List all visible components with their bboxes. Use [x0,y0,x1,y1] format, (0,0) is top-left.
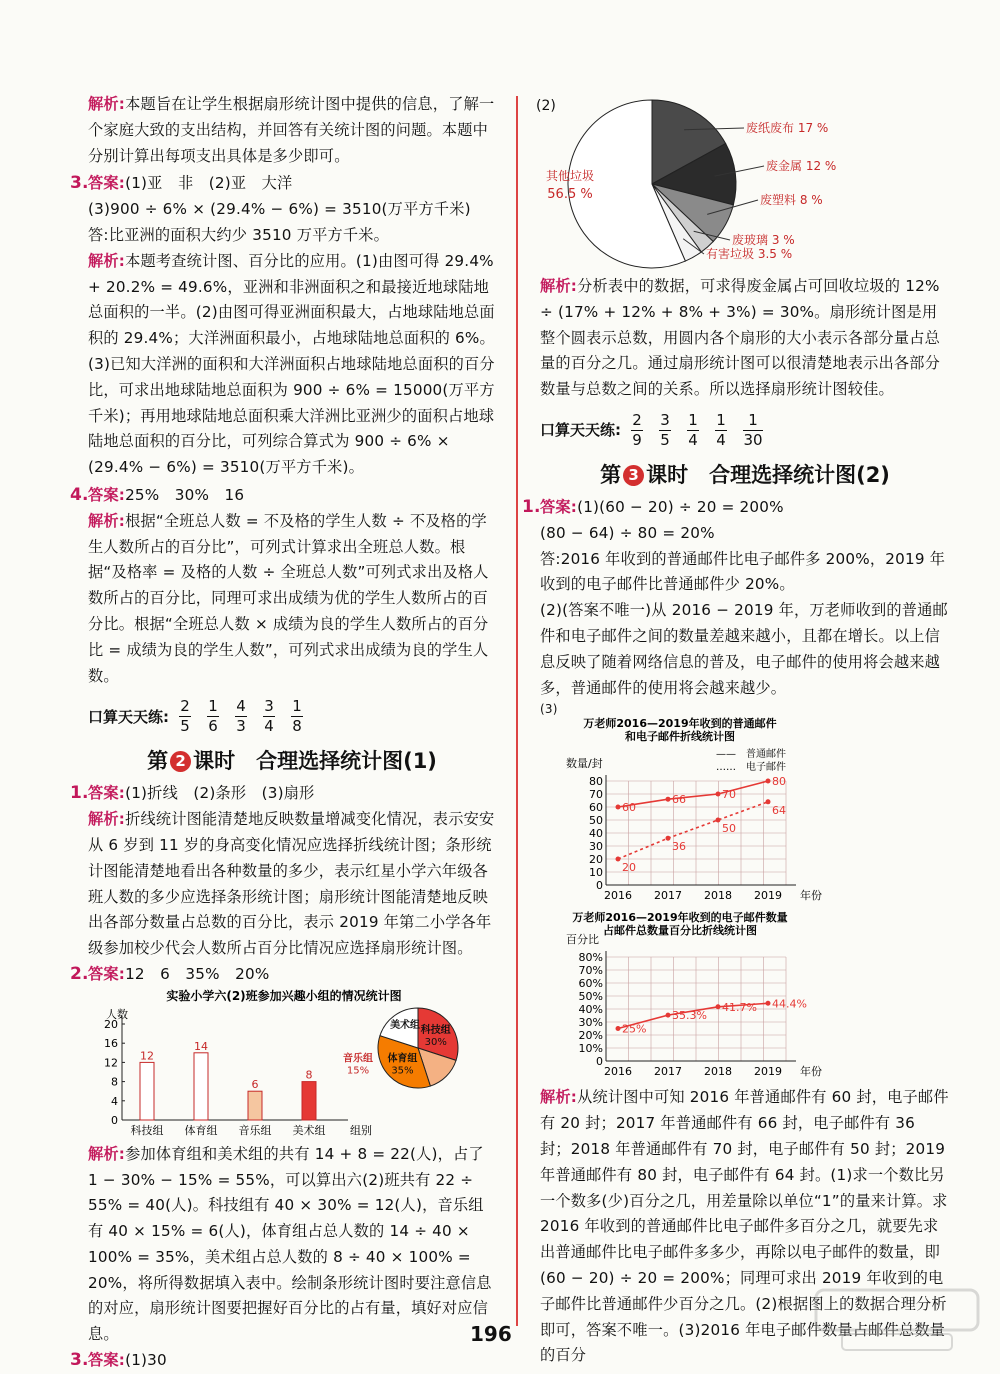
x-tick-label: 2016 [604,1065,632,1079]
data-point [716,818,721,823]
numerator: 2 [180,697,190,716]
denominator: 4 [264,717,274,736]
chart-title: 万老师2016—2019年收到的电子邮件数量 [572,911,788,925]
chart-title: 万老师2016—2019年收到的普通邮件 [583,717,777,731]
bar [194,1053,208,1120]
data-point [666,797,671,802]
data-point [716,1005,721,1010]
right-column [522,98,950,1369]
legend-label: 电子邮件 [746,762,786,774]
y-tick-label: 30 [589,840,603,854]
mental-math-label: 口算天天练: [88,707,169,726]
series-line [618,802,768,859]
r1-line2: (80 − 64) ÷ 80 = 20% [540,523,715,542]
y-tick-label: 70 [589,788,603,802]
interest-group-bar-chart [88,988,496,1138]
r1-answer: 1.答案:(1)(60 − 20) ÷ 20 = 200% [522,496,784,517]
fraction [715,412,727,449]
category-label: 体育组 [184,1123,218,1137]
fraction [207,698,219,735]
s1-analysis: 解析:折线统计图能清楚地反映数量增减变化情况，表示安安从 6 岁到 11 岁的身高变化情况应选择折线统计图；条形统计图能清楚地看出各种数量的多少，表示红星小学六年级各班人数的多少应选择条形统计图；扇形统计图能清楚地反映出各部分数量占总数的百分比，表示 2019 年第二小学各年级参加校少代会人数所占百分比情况应选择扇形统计图。 [88,810,495,958]
y-axis-label: 数量/封 [566,757,603,771]
denominator: 9 [632,430,642,449]
point-label: 25% [622,1022,647,1036]
fraction [263,698,275,735]
s3-answer: 3.答案:(1)30 [70,1350,167,1371]
lesson-2-heading: 第 2 课时 合理选择统计图(1) [147,749,437,774]
mental-math-label: 口算天天练: [540,421,621,440]
bar [248,1091,262,1120]
x-tick-label: 2018 [704,889,732,903]
y-tick-label: 80% [578,951,603,965]
point-label: 50 [722,822,736,836]
category-label: 美术组 [292,1123,326,1137]
para-analysis-1: 解析:本题旨在让学生根据扇形统计图中提供的信息，了解一个家庭大致的支出结构，并回答有关统计图的问题。本题中分别计算出每项支出具体是多少即可。 [88,95,495,165]
point-label: 80 [772,775,786,789]
y-tick-label: 4 [111,1094,118,1108]
q4-analysis: 解析:根据“全班总人数 = 不及格的学生人数 ÷ 不及格的学生人数所占的百分比”，可列式计算求出全班总人数。根据“及格率 = 及格的人数 ÷ 全班总人数”可列式求出及格人数所占的百分比，同理可求出成绩为优的学生人数所占的百分比。根据“全班总人数 × 成绩为良的学生人数所占的百分比 = 成绩为良的学生人数”，可列式求出成绩为良的学生人数。 [88,511,489,685]
bar-value-label: 8 [305,1068,313,1082]
data-point [616,1026,621,1031]
x-axis-label: 年份 [800,889,822,903]
bar-value-label: 14 [194,1039,208,1053]
data-point [766,779,771,784]
chart-title: 占邮件总数量百分比折线统计图 [603,924,757,938]
y-tick-label: 20 [589,853,603,867]
y-axis-label: 人数 [106,1007,128,1021]
data-point [716,792,721,797]
fraction [631,412,643,449]
numerator: 2 [632,410,642,429]
slice-value: 30% [424,1036,447,1048]
slice-label: 废塑料 8 % [760,193,823,207]
numerator: 3 [660,410,670,429]
point-label: 60 [622,801,636,815]
slice-value: 35% [391,1065,414,1077]
slice-label: 有害垃圾 3.5 % [706,247,793,261]
y-tick-label: 10% [578,1042,603,1056]
point-label: 44.4% [772,997,807,1011]
numerator: 4 [236,697,246,716]
fraction [235,698,247,735]
s2-answer: 2.答案:12 6 35% 20% [70,963,270,984]
slice-label: 其他垃圾 [545,169,595,183]
point-label: 35.3% [672,1009,707,1023]
left-column [70,92,496,1374]
x-tick-label: 2017 [654,1065,682,1079]
bar [302,1081,316,1119]
y-tick-label: 50 [589,814,603,828]
category-label: 音乐组 [238,1123,272,1137]
numerator: 1 [748,410,758,429]
data-point [666,836,671,841]
chart-title: 实验小学六(2)班参加兴趣小组的情况统计图 [166,988,402,1003]
numerator: 1 [688,410,698,429]
slice-label: 体育组 [387,1053,418,1065]
lesson-number-badge: 3 [623,465,644,486]
point-label: 70 [722,788,736,802]
point-label: 41.7% [722,1001,757,1015]
r-analysis-1: 解析:分析表中的数据，可求得废金属占可回收垃圾的 12% ÷ (17% + 12% + 8% + 3%) = 30%。扇形统计图是用整个圆表示总数，用圆内各个扇形的大小表示各部分量占总量的百分之几。通过扇形统计图可以很清楚地表示出各部分数量与总数之间的关系。所以选择扇形统计图较佳。 [540,277,941,399]
fraction [687,412,699,449]
y-tick-label: 40% [578,1003,603,1017]
denominator: 30 [743,430,763,449]
y-tick-label: 70% [578,964,603,978]
data-point [766,1001,771,1006]
slice-label: 废玻璃 3 % [732,233,795,247]
slice-label: 废金属 12 % [766,159,837,173]
q3-calc: (3)900 ÷ 6% × (29.4% − 6%) = 3510(万平方千米) [88,200,471,219]
fraction-list [179,697,319,735]
denominator: 8 [292,717,302,736]
data-point [766,800,771,805]
fraction [743,412,763,449]
numerator: 1 [208,697,218,716]
y-tick-label: 60% [578,977,603,991]
y-tick-label: 40 [589,827,603,841]
lesson-3-heading: 第 3 课时 合理选择统计图(2) [600,462,890,487]
x-tick-label: 2019 [754,889,782,903]
q4-answer: 4.答案:25% 30% 16 [70,484,245,505]
email-percent-line-chart [540,911,840,1081]
point-label: 20 [622,861,636,875]
data-point [666,1013,671,1018]
x-tick-label: 2019 [754,1065,782,1079]
r1-part3: (3) [540,702,558,717]
x-tick-label: 2016 [604,889,632,903]
r1-reply: 答:2016 年收到的普通邮件比电子邮件多 200%，2019 年收到的电子邮件比普通邮件少 20%。 [540,549,946,594]
x-axis-label: 年份 [800,1065,822,1079]
legend-label: 普通邮件 [746,749,786,761]
y-tick-label: 0 [596,879,603,893]
x-tick-label: 2018 [704,1065,732,1079]
denominator: 5 [180,717,190,736]
part-2-label: (2) [536,98,556,114]
s2-analysis: 解析:参加体育组和美术组的共有 14 + 8 = 22(人)，占了 1 − 30% − 15% = 55%，可以算出六(2)班共有 22 ÷ 55% = 40(人)。科技组有 40 × 30% = 12(人)，音乐组有 40 × 15% = 6(人)，体育组占总人数的 14 ÷ 40 × 100% = 35%，美术组占总人数的 8 ÷ 40 × 100% = 20%，将所得数据填入表中。绘制条形统计图时要注意信息的对应，扇形统计图要把握好百分比的占有量，填好对应信息。 [88,1144,492,1344]
y-tick-label: 20% [578,1029,603,1043]
legend-mark: —— [716,749,736,761]
lesson-number-badge: 2 [170,751,191,772]
slice-label: 废纸废布 17 % [746,121,829,135]
denominator: 4 [716,430,726,449]
point-label: 66 [672,793,686,807]
y-tick-label: 10 [589,866,603,880]
data-point [616,857,621,862]
bar-value-label: 6 [251,1077,259,1091]
x-axis-label: 组别 [350,1123,372,1137]
point-label: 36 [672,840,686,854]
numerator: 1 [292,697,302,716]
s1-answer: 1.答案:(1)折线 (2)条形 (3)扇形 [70,783,315,804]
y-tick-label: 0 [111,1113,118,1127]
point-label: 64 [772,804,786,818]
category-label: 科技组 [130,1123,164,1137]
y-tick-label: 20 [104,1017,118,1031]
slice-label: 56.5 % [547,187,593,202]
denominator: 3 [236,717,246,736]
y-tick-label: 16 [104,1036,118,1050]
slice-label: 科技组 [420,1024,451,1036]
page-number: 196 [470,1322,512,1346]
fraction [659,412,671,449]
fraction [179,698,191,735]
r-analysis-2: 解析:从统计图中可知 2016 年普通邮件有 60 封，电子邮件有 20 封；2017 年普通邮件有 66 封，电子邮件有 36 封；2018 年普通邮件有 70 封，电子邮件有 50 封；2019 年普通邮件有 80 封，电子邮件有 64 封。(1)求一个数比另一个数多(少)百分之几，用差量除以单位“1”的量来计算。求 2016 年收到的普通邮件比电子邮件多百分之几，就要先求出普通邮件比电子邮件多多少，再除以电子邮件的数量，即(60 − 20) ÷ 20 = 200%；同理可求出 2019 年收到的电子邮件比普通邮件少百分之几。(2)根据图上的数据合理分析即可，答案不唯一。(3)2016 年电子邮件数量占邮件总数量的百分 [540,1088,949,1365]
waste-pie-block [536,98,950,274]
mental-math-1 [88,697,496,735]
fraction-list [631,411,779,449]
denominator: 5 [660,430,670,449]
slice-value: 15% [346,1065,370,1077]
y-tick-label: 12 [104,1056,118,1070]
denominator: 4 [688,430,698,449]
numerator: 1 [716,410,726,429]
y-tick-label: 8 [111,1075,118,1089]
q3-analysis: 解析:本题考查统计图、百分比的应用。(1)由图可得 29.4% + 20.2% = 49.6%，亚洲和非洲面积之和最接近地球陆地总面积的一半。(2)由图可得亚洲面积最大，占地球陆地总面积的 29.4%；大洋洲面积最小，占地球陆地总面积的 6%。(3)已知大洋洲的面积和大洋洲面积占地球陆地总面积的百分比，可求出地球陆地总面积为 900 ÷ 6% = 15000(万平方千米)；再用地球陆地总面积乘大洋洲比亚洲少的面积占地球陆地总面积的百分比，可列综合算式为 900 ÷ 6% × (29.4% − 6%) = 3510(万平方千米)。 [88,251,495,477]
data-point [616,805,621,810]
waste-pie-chart [540,98,950,274]
mental-math-2 [540,411,950,449]
slice-label: 音乐组 [343,1053,373,1065]
r1-part2: (2)(答案不唯一)从 2016 − 2019 年，万老师收到的普通邮件和电子邮件之间的数量差越来越小，且都在增长。以上信息反映了随着网络信息的普及，电子邮件的使用将会越来越多，普通邮件的使用将会越来越少。 [540,601,948,697]
bar [140,1062,154,1120]
y-tick-label: 80 [589,775,603,789]
y-tick-label: 0 [596,1055,603,1069]
q3-answer: 3.答案:(1)亚 非 (2)亚 大洋 [70,173,293,194]
y-axis-label: 百分比 [566,933,599,947]
denominator: 6 [208,717,218,736]
watermark-logo [812,1284,982,1356]
legend-mark: …… [716,762,736,774]
mail-count-line-chart [540,717,840,907]
slice-label: 美术组 [390,1019,421,1031]
q3-reply: 答:比亚洲的面积大约少 3510 万平方千米。 [88,225,390,244]
x-tick-label: 2017 [654,889,682,903]
fraction [291,698,303,735]
bar-value-label: 12 [140,1049,154,1063]
column-divider [516,96,518,1326]
y-tick-label: 60 [589,801,603,815]
chart-title: 和电子邮件折线统计图 [625,730,735,744]
y-tick-label: 50% [578,990,603,1004]
y-tick-label: 30% [578,1016,603,1030]
numerator: 3 [264,697,274,716]
